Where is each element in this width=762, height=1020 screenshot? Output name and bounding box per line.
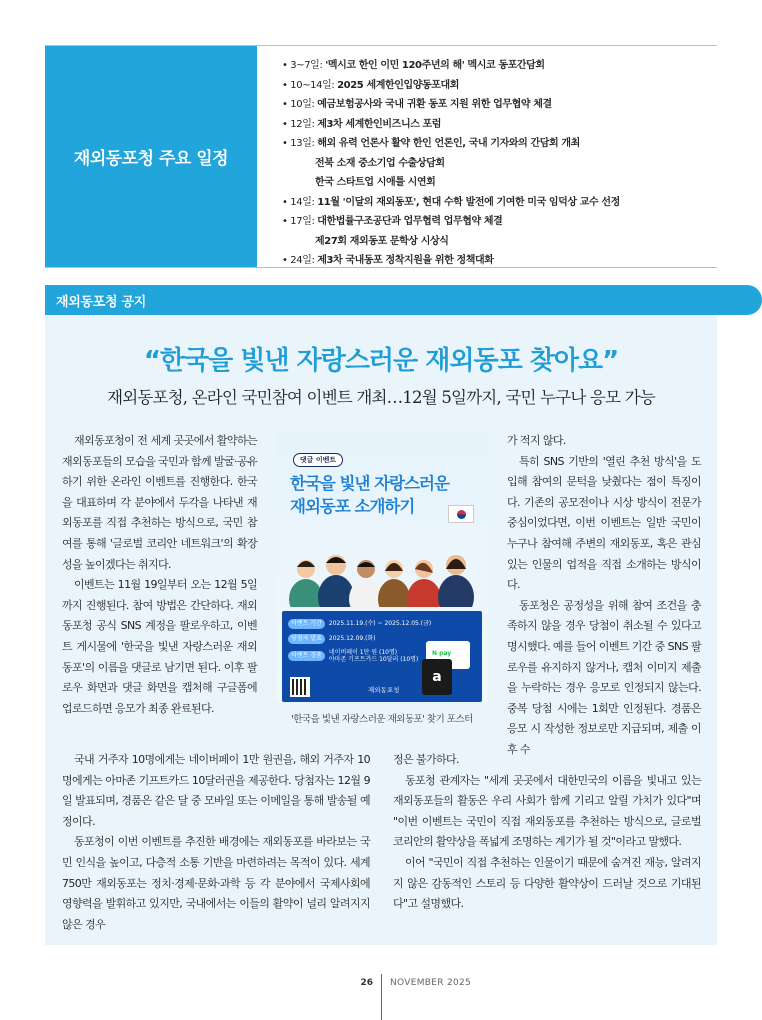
schedule-text: 제27회 재외동포 문학상 시상식 [315,235,449,247]
poster-org: 재외동포청 [368,686,400,694]
schedule-text: '멕시코 한인 이민 120주년의 해' 멕시코 동포간담회 [325,60,545,71]
paragraph: 국내 거주자 10명에게는 네이버페이 1만 원권을, 해외 거주자 10명에게는 아마존 기프트카드 10달러권을 제공한다. 당첨자는 12월 9일 발표되며, 경품은 같은 달 중 모바일 또는 이메일을 통해 발송될 예정이다. [62,753,370,828]
paragraph: 동포청이 이번 이벤트를 추진한 배경에는 재외동포를 바라보는 국민 인식을 높이고, 다층적 소통 기반을 마련하려는 목적이 있다. 세계 750만 재외동포는 정치·경제·문화·과학 등 각 분야에서 국제사회에 영향력을 발휘하고 있지만, 국내에서는 이들의 활약이 널리 알려지지 않은 경우 [62,835,370,931]
poster-row-value: 2025.11.19.(수) ~ 2025.12.05.(금) [328,620,432,627]
schedule-text: 예금보험공사와 국내 귀환 동포 지원 위한 업무협약 체결 [317,99,552,110]
poster-row-tag: 이벤트 기간 [288,619,325,629]
paragraph: 정은 불가하다. [393,753,459,766]
paragraph: 특히 SNS 기반의 '열린 추천 방식'을 도입해 참여의 문턱을 낮췄다는 점이 특징이다. 기존의 공모전이나 시상 방식이 전문가 중심이었다면, 이번 이벤트는 일반 국민이 누구나 참여해 주변의 재외동포, 혹은 관심 있는 인물의 업적을 직접 소개하는 방식이다. [507,454,701,592]
schedule-text: 해외 유력 언론사 활약 한인 언론인, 국내 기자와의 간담회 개최 [317,138,580,149]
paragraph: 동포청은 공정성을 위해 참여 조건을 충족하지 않을 경우 당첨이 취소될 수 있다고 명시했다. 예를 들어 이벤트 기간 중 SNS 팔로우를 유지하지 않거나, 캡처 이미지 제출을 누락하는 경우 응모로 인정되지 않는다. 중복 당첨 시에는 1회만 인정된다. 경품은 응모 시 작성한 정보로만 지급되며, 제출 이후 수 [507,598,701,756]
poster-row-value: 네이버페이 1만 원 (10명) 아마존 기프트카드 10달러 (10명) [328,649,419,663]
article-column-bottom-right [393,750,701,915]
schedule-title-block [45,46,257,267]
person-figures [289,555,474,607]
poster-row-tag: 당첨자 발표 [288,634,325,644]
schedule-item [282,76,717,96]
page-number: 26 [360,978,373,988]
schedule-text: 대한법률구조공단과 업무협력 업무협약 체결 [317,216,503,227]
schedule-date: • 17일: [282,216,318,227]
footer-divider [381,974,382,1020]
poster-pill: 댓글 이벤트 [293,453,343,467]
poster-caption: '한국을 빛낸 자랑스러운 재외동포' 찾기 포스터 [291,714,473,725]
article-column-bottom-left [62,750,370,935]
poster-title-line1: 한국을 빛낸 자랑스러운 [290,474,449,493]
paragraph: 가 적지 않다. [507,434,566,447]
paragraph: 이벤트는 11월 19일부터 오는 12월 5일까지 진행된다. 참여 방법은 간단하다. 재외동포청 공식 SNS 계정을 팔로우하고, 이벤트 게시물에 '한국을 빛낸 자랑스러운 재외동포'의 이름을 댓글로 남기면 된다. 이후 팔로우 화면과 댓글 화면을 캡처해 구글폼에 업로드하면 응모가 최종 완료된다. [62,578,257,715]
issue-month: NOVEMBER 2025 [390,978,472,988]
schedule-list [257,46,717,267]
schedule-item [282,95,717,115]
poster-row-tag: 이벤트 경품 [288,651,325,661]
amazon-card: a [422,659,452,695]
schedule-item [282,173,717,193]
schedule-title: 재외동포청 주요 일정 [73,149,229,169]
page-footer [0,978,762,1020]
schedule-date: • 10일: [282,99,318,110]
schedule-text: 제3차 국내동포 정착지원을 위한 정책대화 [317,255,494,266]
qr-code-icon [290,677,310,697]
poster-title-line2: 재외동포 소개하기 [290,497,415,516]
schedule-date: • 10~14일: [282,79,338,91]
schedule-text: 한국 스타트업 시애틀 시연회 [315,177,436,188]
event-poster [276,431,488,702]
schedule-item [282,154,717,174]
schedule-date: • 13일: [282,138,318,149]
article-subhead: 재외동포청, 온라인 국민참여 이벤트 개최…12월 5일까지, 국민 누구나 응모 가능 [107,388,655,407]
paragraph: 동포청 관계자는 "세계 곳곳에서 대한민국의 이름을 빛내고 있는 재외동포들의 활동은 우리 사회가 함께 기리고 알릴 가치가 있다"며 "이번 이벤트는 국민이 직접 재외동포를 추천하는 방식으로, 글로벌 코리안의 활약상을 폭넓게 조명하는 계기가 될 것"이라고 말했다. [393,773,701,849]
section-bar [45,285,762,315]
paragraph: 재외동포청이 전 세계 곳곳에서 활약하는 재외동포들의 모습을 국민과 함께 발굴·공유하기 위한 온라인 이벤트를 진행한다. 한국을 대표하며 각 분야에서 두각을 나타낸 재외동포를 직접 추천하는 방식으로, 국민 참여를 통해 '글로벌 코리안 네트워크'의 확장성을 높이겠다는 취지다. [62,434,257,571]
poster-info-box [282,611,482,702]
people-illustration [276,529,488,607]
schedule-date: • 12일: [282,118,318,130]
poster-row-value: 2025.12.09.(화) [328,635,376,642]
schedule-item [282,115,717,135]
korean-flag-icon [448,505,474,523]
poster-row [288,618,431,629]
article-column-1 [62,431,257,719]
schedule-text: 제3차 세계한인비즈니스 포럼 [317,118,442,130]
schedule-text: 2025 세계한인입양동포대회 [337,79,460,91]
schedule-item [282,56,717,76]
poster-row [288,648,418,664]
schedule-date: • 3~7일: [282,60,326,71]
schedule-box [45,45,717,268]
paragraph: 이어 "국민이 직접 추천하는 인물이기 때문에 숨겨진 재능, 알려지지 않은 감동적인 스토리 등 다양한 활약상이 드러날 것으로 기대된다"고 설명했다. [393,855,701,911]
schedule-item [282,251,717,271]
naver-pay-label: N pay [432,650,452,657]
schedule-date: • 24일: [282,255,318,266]
schedule-text: 전북 소재 중소기업 수출상담회 [315,157,445,169]
schedule-date: • 14일: [282,196,318,208]
schedule-item [282,193,717,213]
schedule-item [282,232,717,252]
section-label: 재외동포청 공지 [56,295,147,310]
article-headline: “한국을 빛낸 자랑스러운 재외동포 찾아요” [143,346,619,376]
article-column-3 [507,431,701,761]
poster-row [288,633,376,644]
schedule-item [282,134,717,154]
schedule-item [282,212,717,232]
schedule-text: 11월 '이달의 재외동포', 현대 수학 발전에 기여한 미국 임덕상 교수 선정 [317,196,620,208]
